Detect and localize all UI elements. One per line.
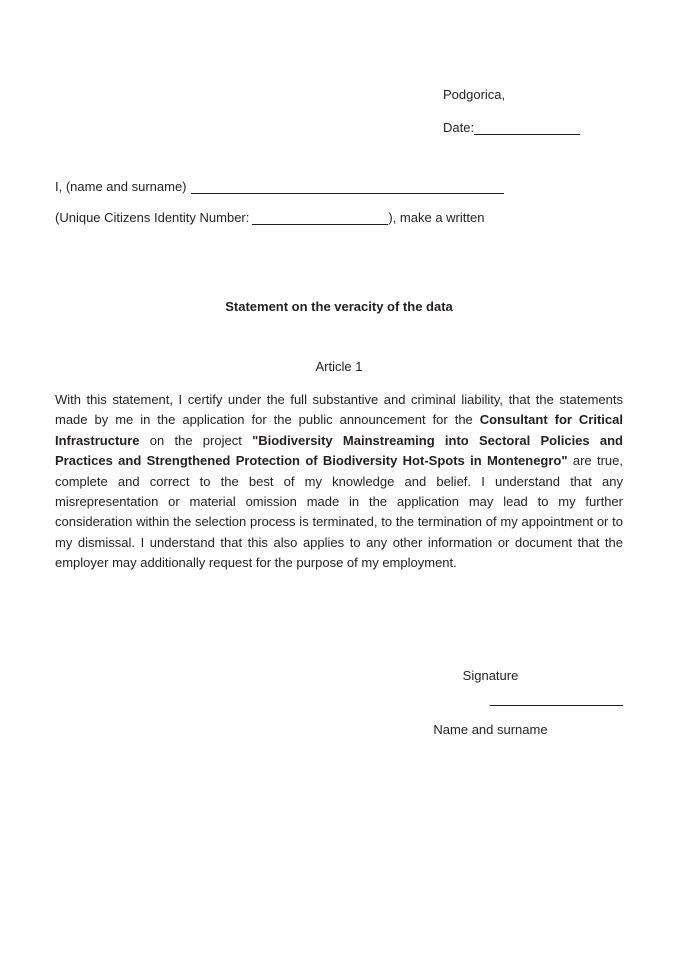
page-title: Statement on the veracity of the data — [225, 299, 453, 314]
statement-part-1: With this statement, I certify under the full substantive and criminal liability, that the statements made by me in the application for the public announcement for the — [55, 392, 623, 428]
signature-block — [55, 666, 623, 739]
city-label: Podgorica, — [443, 87, 506, 102]
date-line — [55, 119, 623, 137]
name-blank-rule — [191, 193, 504, 194]
identity-block — [55, 177, 623, 227]
project-title: "Biodiversity Mainstreaming into Sectoral Policies and Practices and Strengthened Protection of Biodiversity Hot-Spots in Montenegro" — [55, 432, 623, 469]
article-heading: Article 1 — [315, 359, 363, 374]
signature-label: Signature — [462, 667, 519, 683]
identity-number-label: (Unique Citizens Identity Number: — [55, 210, 250, 225]
statement-paragraph — [55, 390, 623, 574]
document-content — [55, 0, 623, 739]
identity-number-label-close: ), make a written — [388, 210, 485, 225]
statement-part-3: are true, complete and correct to the best of my knowledge and belief. I understand that any misrepresentation or material omission made in the application may lead to my further consideration within the selection process is terminated, to the termination of my appointment or to my dismissal. I understand that this also applies to any other information or document that the employer may additionally request for the purpose of my employment. — [55, 453, 623, 571]
date-label: Date: — [443, 120, 475, 135]
name-line — [55, 177, 623, 196]
city-line — [55, 86, 623, 104]
signature-line-rule — [490, 705, 623, 706]
signature-name-caption: Name and surname — [433, 721, 548, 737]
header-block — [55, 86, 623, 137]
identity-number-line — [55, 208, 623, 227]
name-label: I, (name and surname) — [55, 179, 187, 194]
position-title: Consultant for Critical Infrastructure — [55, 412, 623, 448]
date-blank-rule — [474, 134, 580, 135]
identity-number-blank-rule — [252, 224, 388, 225]
statement-part-2: on the project — [139, 432, 253, 448]
